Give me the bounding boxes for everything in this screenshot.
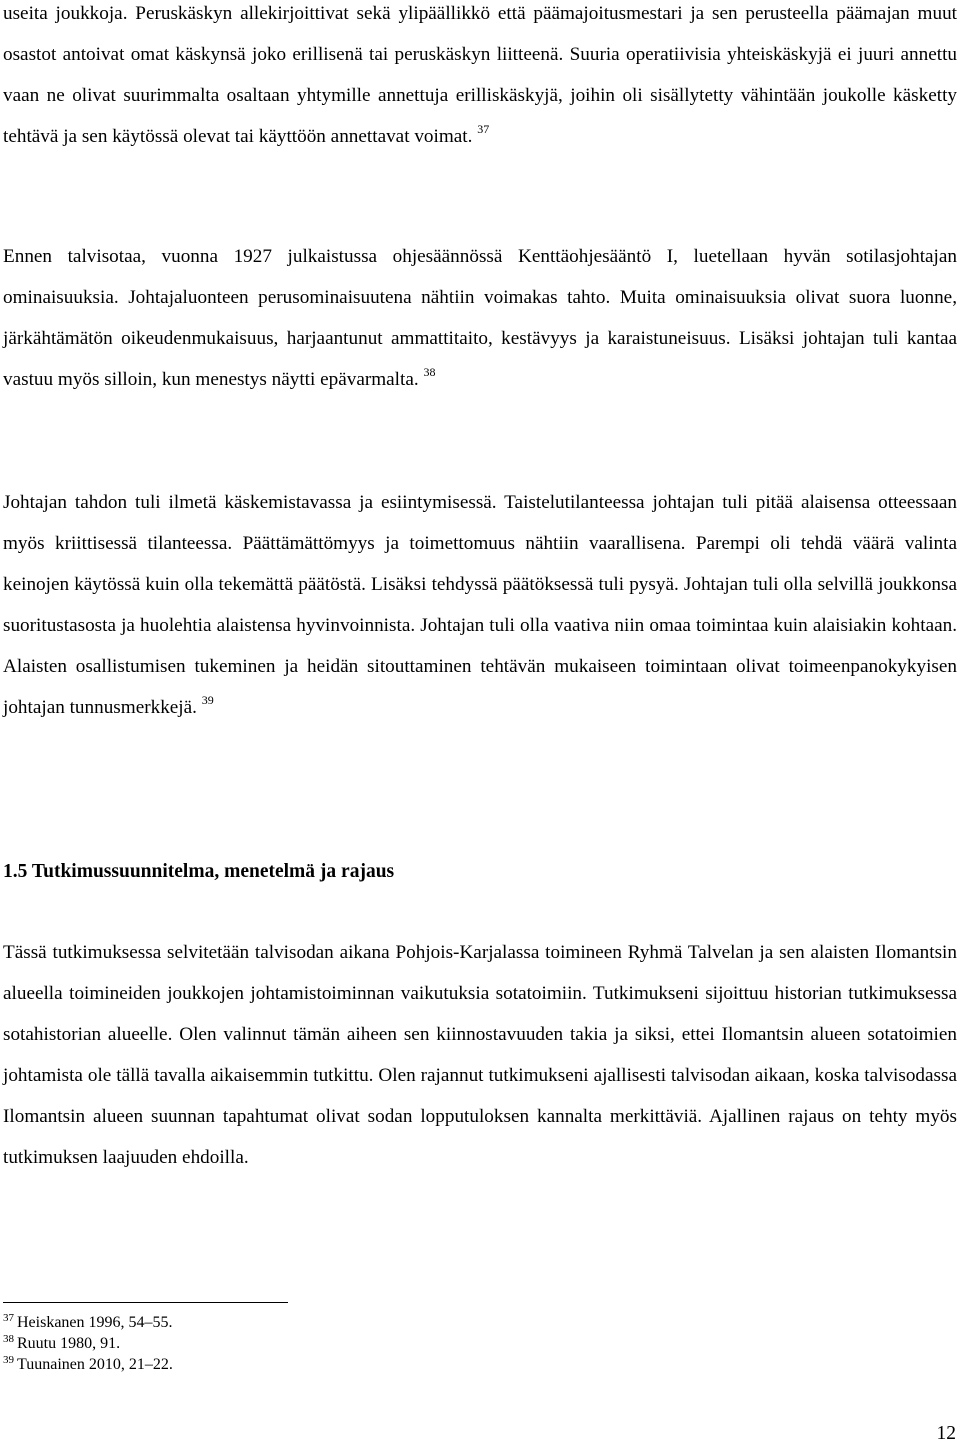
footnote-number: 39 bbox=[3, 1354, 14, 1366]
body-paragraph bbox=[3, 482, 957, 728]
footnote-text: Ruutu 1980, 91. bbox=[17, 1335, 121, 1352]
footnote-reference: 39 bbox=[201, 693, 214, 707]
footnotes-list bbox=[3, 1312, 173, 1375]
section-heading: 1.5 Tutkimussuunnitelma, menetelmä ja rajaus bbox=[3, 861, 395, 882]
footnote-text: Heiskanen 1996, 54–55. bbox=[17, 1314, 173, 1331]
paragraph-text: Ennen talvisotaa, vuonna 1927 julkaistussa ohjesäännössä Kenttäohjesääntö I, luetellaan hyvän sotilasjohtajan ominaisuuksia. Johtajaluonteen perusominaisuutena nähtiin voimakas tahto. Muita ominaisuuksia olivat suora luonne, järkähtämätön oikeudenmukaisuus, harjaantunut ammattitaito, kestävyys ja karaistuneisuus. Lisäksi johtajan tuli kantaa vastuu myös silloin, kun menestys näytti epävarmalta. bbox=[3, 246, 957, 390]
footnote-item bbox=[3, 1354, 173, 1375]
body-paragraph bbox=[3, 0, 957, 157]
paragraph-text: Johtajan tahdon tuli ilmetä käskemistavassa ja esiintymisessä. Taistelutilanteessa johtajan tuli pitää alaisensa otteessaan myös kriittisessä tilanteessa. Päättämättömyys ja toimettomuus nähtiin vaarallisena. Parempi oli tehdä väärä valinta keinojen käytössä kuin olla tekemättä päätöstä. Lisäksi tehdyssä päätöksessä tuli pysyä. Johtajan tuli olla selvillä joukkonsa suoritustasosta ja huolehtia alaistensa hyvinvoinnista. Johtajan tuli olla vaativa niin omaa toimintaa kuin alaisiakin kohtaan. Alaisten osallistumisen tukeminen ja heidän sitouttaminen tehtävän mukaiseen toimintaan olivat toimeenpanokykyisen johtajan tunnusmerkkejä. bbox=[3, 492, 957, 718]
footnote-number: 38 bbox=[3, 1333, 14, 1345]
footnote-reference: 37 bbox=[477, 122, 490, 136]
footnote-item bbox=[3, 1333, 173, 1354]
page-number: 12 bbox=[936, 1423, 956, 1444]
footnote-separator bbox=[3, 1302, 288, 1303]
paragraph-text: useita joukkoja. Peruskäskyn allekirjoittivat sekä ylipäällikkö että päämajoitusmestari ja sen perusteella päämajan muut osastot antoivat omat käskynsä joko erillisenä tai peruskäskyn liitteenä. Suuria operatiivisia yhteiskäskyjä ei juuri annettu vaan ne olivat suurimmalta osaltaan yhtymille annettuja erilliskäskyjä, joihin oli sisällytetty vähintään joukolle käsketty tehtävä ja sen käytössä olevat tai käyttöön annettavat voimat. bbox=[3, 3, 957, 147]
body-paragraph bbox=[3, 236, 957, 400]
footnote-text: Tuunainen 2010, 21–22. bbox=[17, 1356, 173, 1373]
footnote-number: 37 bbox=[3, 1312, 14, 1324]
section-paragraph: Tässä tutkimuksessa selvitetään talvisodan aikana Pohjois-Karjalassa toimineen Ryhmä Talvelan ja sen alaisten Ilomantsin alueella toimineiden joukkojen johtamistoiminnan vaikutuksia sotatoimiin. Tutkimukseni sijoittuu historian tutkimuksessa sotahistorian alueelle. Olen valinnut tämän aiheen sen kiinnostavuuden takia ja siksi, ettei Ilomantsin alueen sotatoimien johtamista ole tällä tavalla aikaisemmin tutkittu. Olen rajannut tutkimukseni ajallisesti talvisodan aikaan, koska talvisodassa Ilomantsin alueen suunnan tapahtumat olivat sodan lopputuloksen kannalta merkittäviä. Ajallinen rajaus on tehty myös tutkimuksen laajuuden ehdoilla. bbox=[3, 942, 957, 1168]
footnote-item bbox=[3, 1312, 173, 1333]
footnote-reference: 38 bbox=[423, 365, 436, 379]
